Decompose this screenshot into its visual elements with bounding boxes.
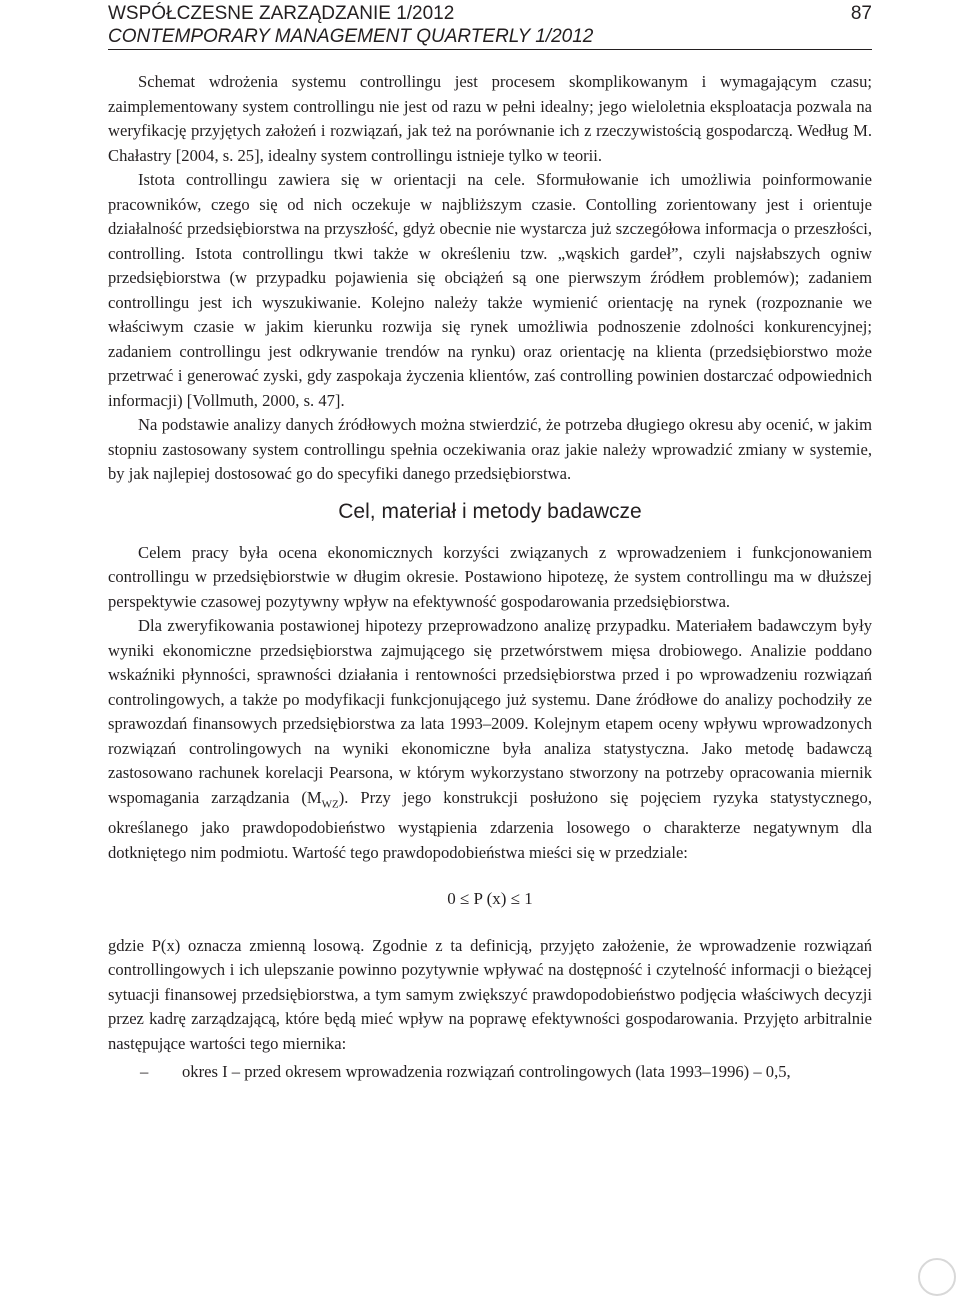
paragraph-3: Na podstawie analizy danych źródłowych można stwierdzić, że potrzeba długiego okresu aby ocenić, w jakim stopniu zastosowany system controllingu spełnia oczekiwania oraz jakie należy wprowadzić zmiany w systemie, by jak najlepiej dostosować go do specyfiki danego przedsiębiorstwa. xyxy=(108,415,872,483)
corner-watermark-icon xyxy=(918,1258,956,1296)
page-number: 87 xyxy=(850,3,872,24)
probability-formula: 0 ≤ P (x) ≤ 1 xyxy=(447,889,533,909)
article-body xyxy=(108,70,872,1085)
paragraph-5-text-a: Dla zweryfikowania postawionej hipotezy przeprowadzono analizę przypadku. Materiałem badawczym były wyniki ekonomiczne przedsiębiorstwa zajmującego się przetwórstwem mięsa drobiowego. Analizie poddano wskaźniki płynności, sprawności działania i rentowności przedsiębiorstwa przed i po wprowadzeniu rozwiązań controlingowych, a także po modyfikacji funkcjonującego już systemu. Dane źródłowe do analizy pochodziły ze sprawozdań finansowych przedsiębiorstwa za lata 1993–2009. Kolejnym etapem oceny wpływu wprowadzonych rozwiązań controlingowych na wyniki ekonomiczne była analiza statystyczna. Jako metodę badawczą zastosowano rachunek korelacji Pearsona, w którym wykorzystano stworzony na potrzeby opracowania miernik wspomagania zarządzania (M xyxy=(108,616,872,807)
paragraph-5 xyxy=(108,614,872,865)
paragraph-2: Istota controllingu zawiera się w orientacji na cele. Sformułowanie ich umożliwia poinformowanie pracowników, czego się od nich oczekuje w najbliższym czasie. Contolling zorientowany jest i orientuje działalność przedsiębiorstwa na przyszłość, gdyż obecnie nie wystarcza już szczegółowa informacja o przeszłości, controlling. Istota controllingu tkwi także w określeniu tzw. „wąskich gardeł”, czyli najsłabszych ogniw przedsiębiorstwa (w przypadku pojawienia się obciążeń są one pierwszym źródłem problemów); zadaniem controllingu jest ich wyszukiwanie. Kolejno należy także wymienić orientację na rynek (rozpoznanie we właściwym czasie w jakim kierunku rozwija się rynek umożliwia podnoszenie zdolności konkurencyjnej; zadaniem controllingu jest odkrywanie trendów na rynku) oraz orientację na klienta (przedsiębiorstwo może przetrwać i generować zyski, gdy zaspokaja życzenia klientów, zaś controlling powinien dostarczać odpowiednich informacji) [Vollmuth, 2000, s. 47]. xyxy=(108,170,872,410)
list-item xyxy=(108,1060,872,1085)
period-list xyxy=(108,1060,872,1085)
running-header xyxy=(108,2,872,48)
section-heading: Cel, materiał i metody badawcze xyxy=(338,499,642,523)
paragraph-5-text-b: ). Przy jego konstrukcji posłużono się pojęciem ryzyka statystycznego, określanego jako prawdopodobieństwo wystąpienia zdarzenia losowego o charakterze negatywnym dla dotkniętego nim podmiotu. Wartość tego prawdopodobieństwa mieści się w przedziale: xyxy=(108,787,872,862)
miernik-subscript: WZ xyxy=(321,797,339,810)
list-item-text: okres I – przed okresem wprowadzenia rozwiązań controlingowych (lata 1993–1996) – 0,5, xyxy=(182,1062,791,1082)
paragraph-6: gdzie P(x) oznacza zmienną losową. Zgodnie z ta definicją, przyjęto założenie, że wprowadzenie rozwiązań controllingowych i ich ulepszanie powinno pozytywnie wpływać na dostępność i czytelność informacji o bieżącej sytuacji finansowej przedsiębiorstwa, a tym samym zwiększyć prawdopodobieństwo podjęcia właściwych decyzji przez kadrę zarządzającą, które będą mieć wpływ na poprawę efektywności gospodarowania. Przyjęto arbitralnie następujące wartości tego miernika: xyxy=(108,935,872,1053)
header-rule xyxy=(108,49,872,50)
journal-title-en: CONTEMPORARY MANAGEMENT QUARTERLY 1/2012 xyxy=(108,26,594,47)
list-dash: – xyxy=(140,1062,149,1082)
journal-title-pl: WSPÓŁCZESNE ZARZĄDZANIE 1/2012 xyxy=(108,3,455,24)
paragraph-4: Celem pracy była ocena ekonomicznych korzyści związanych z wprowadzeniem i funkcjonowaniem controllingu w przedsiębiorstwie w długim okresie. Postawiono hipotezę, że system controllingu ma w dłuższej perspektywie czasowej pozytywny wpływ na efektywność gospodarowania przedsiębiorstwa. xyxy=(108,542,872,611)
paragraph-1: Schemat wdrożenia systemu controllingu jest procesem skomplikowanym i wymagającym czasu; zaimplementowany system controllingu nie jest od razu w pełni idealny; jego wieloletnia eksploatacja pozwala na weryfikację przyjętych założeń i rozwiązań, jak też na porównanie ich z rzeczywistością gospodarczą. Według M. Chałastry [2004, s. 25], idealny system controllingu istnieje tylko w teorii. xyxy=(108,72,872,165)
